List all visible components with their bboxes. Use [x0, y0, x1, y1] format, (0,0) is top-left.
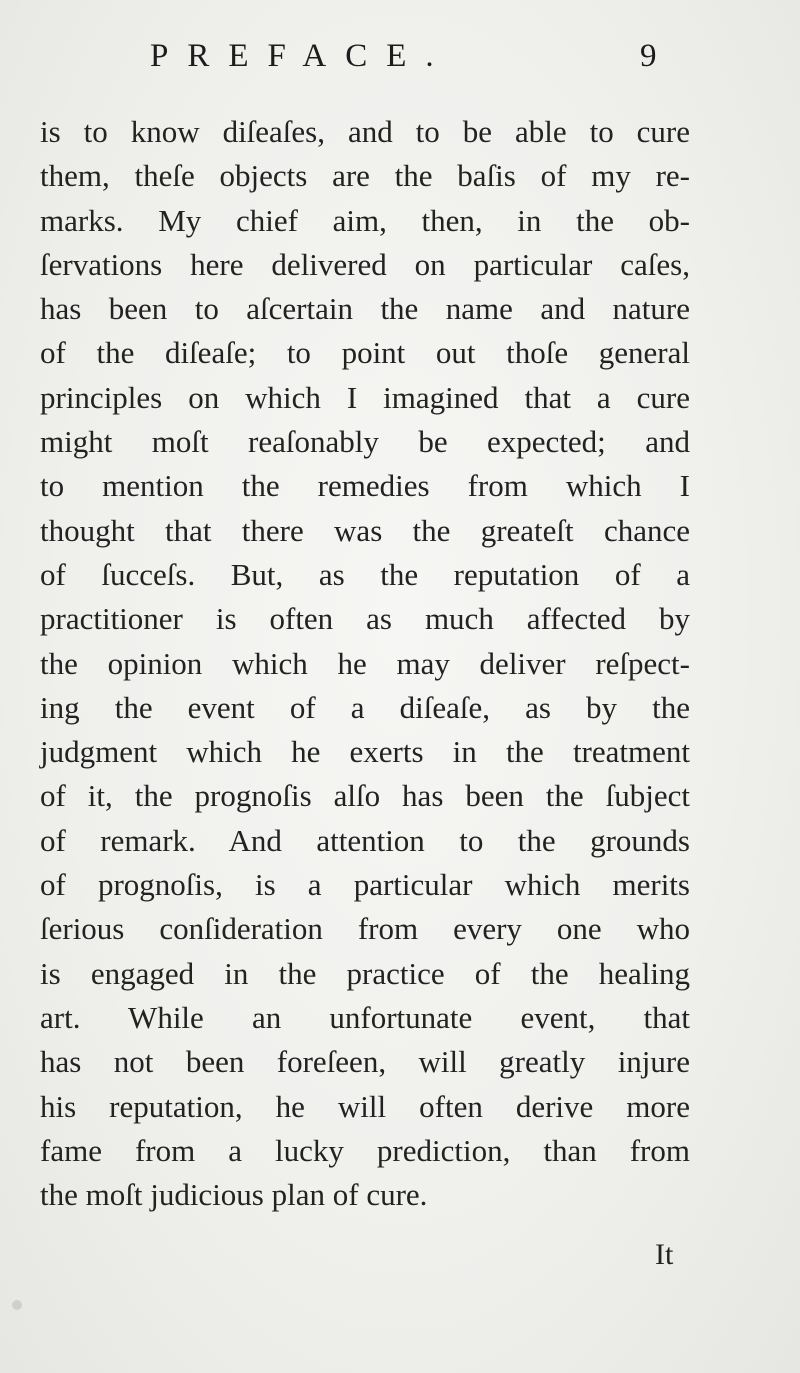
text-line: of the diſeaſe; to point out thoſe general: [40, 335, 690, 371]
text-line: ing the event of a diſeaſe, as by the: [40, 689, 690, 725]
text-line: marks. My chief aim, then, in the ob-: [40, 202, 690, 238]
text-line: has been to aſcertain the name and nature: [40, 291, 690, 327]
text-line: judgment which he exerts in the treatment: [40, 734, 690, 770]
text-line: the moſt judicious plan of cure.: [40, 1177, 428, 1213]
text-line: is to know diſeaſes, and to be able to cure: [40, 114, 690, 149]
text-line: of ſucceſs. But, as the reputation of a: [40, 556, 690, 592]
running-head-title: PREFACE.: [150, 38, 453, 74]
text-line: of it, the prognoſis alſo has been the ſubject: [40, 778, 690, 814]
text-line: of prognoſis, is a particular which merits: [40, 867, 690, 903]
text-line: to mention the remedies from which I: [40, 468, 690, 504]
text-line: has not been foreſeen, will greatly injure: [40, 1044, 690, 1080]
text-line: ſervations here delivered on particular caſes,: [40, 246, 690, 282]
text-line: thought that there was the greateſt chance: [40, 512, 690, 548]
text-line: might moſt reaſonably be expected; and: [40, 424, 690, 460]
running-head: [0, 38, 800, 88]
text-line: practitioner is often as much affected by: [40, 601, 690, 637]
text-line: is engaged in the practice of the healing: [40, 955, 690, 991]
text-line: principles on which I imagined that a cure: [40, 379, 690, 415]
text-line: fame from a lucky prediction, than from: [40, 1132, 690, 1168]
paper-smudge: [12, 1300, 22, 1310]
text-line: ſerious conſideration from every one who: [40, 911, 690, 947]
text-line: art. While an unfortunate event, that: [40, 999, 690, 1035]
catchword: It: [655, 1238, 674, 1271]
text-line: the opinion which he may deliver reſpect-: [40, 645, 690, 681]
page-number: 9: [640, 38, 657, 74]
text-line: them, theſe objects are the baſis of my re-: [40, 158, 690, 194]
text-line: his reputation, he will often derive more: [40, 1088, 690, 1124]
body-text: [40, 110, 690, 1217]
text-line: of remark. And attention to the grounds: [40, 822, 690, 858]
